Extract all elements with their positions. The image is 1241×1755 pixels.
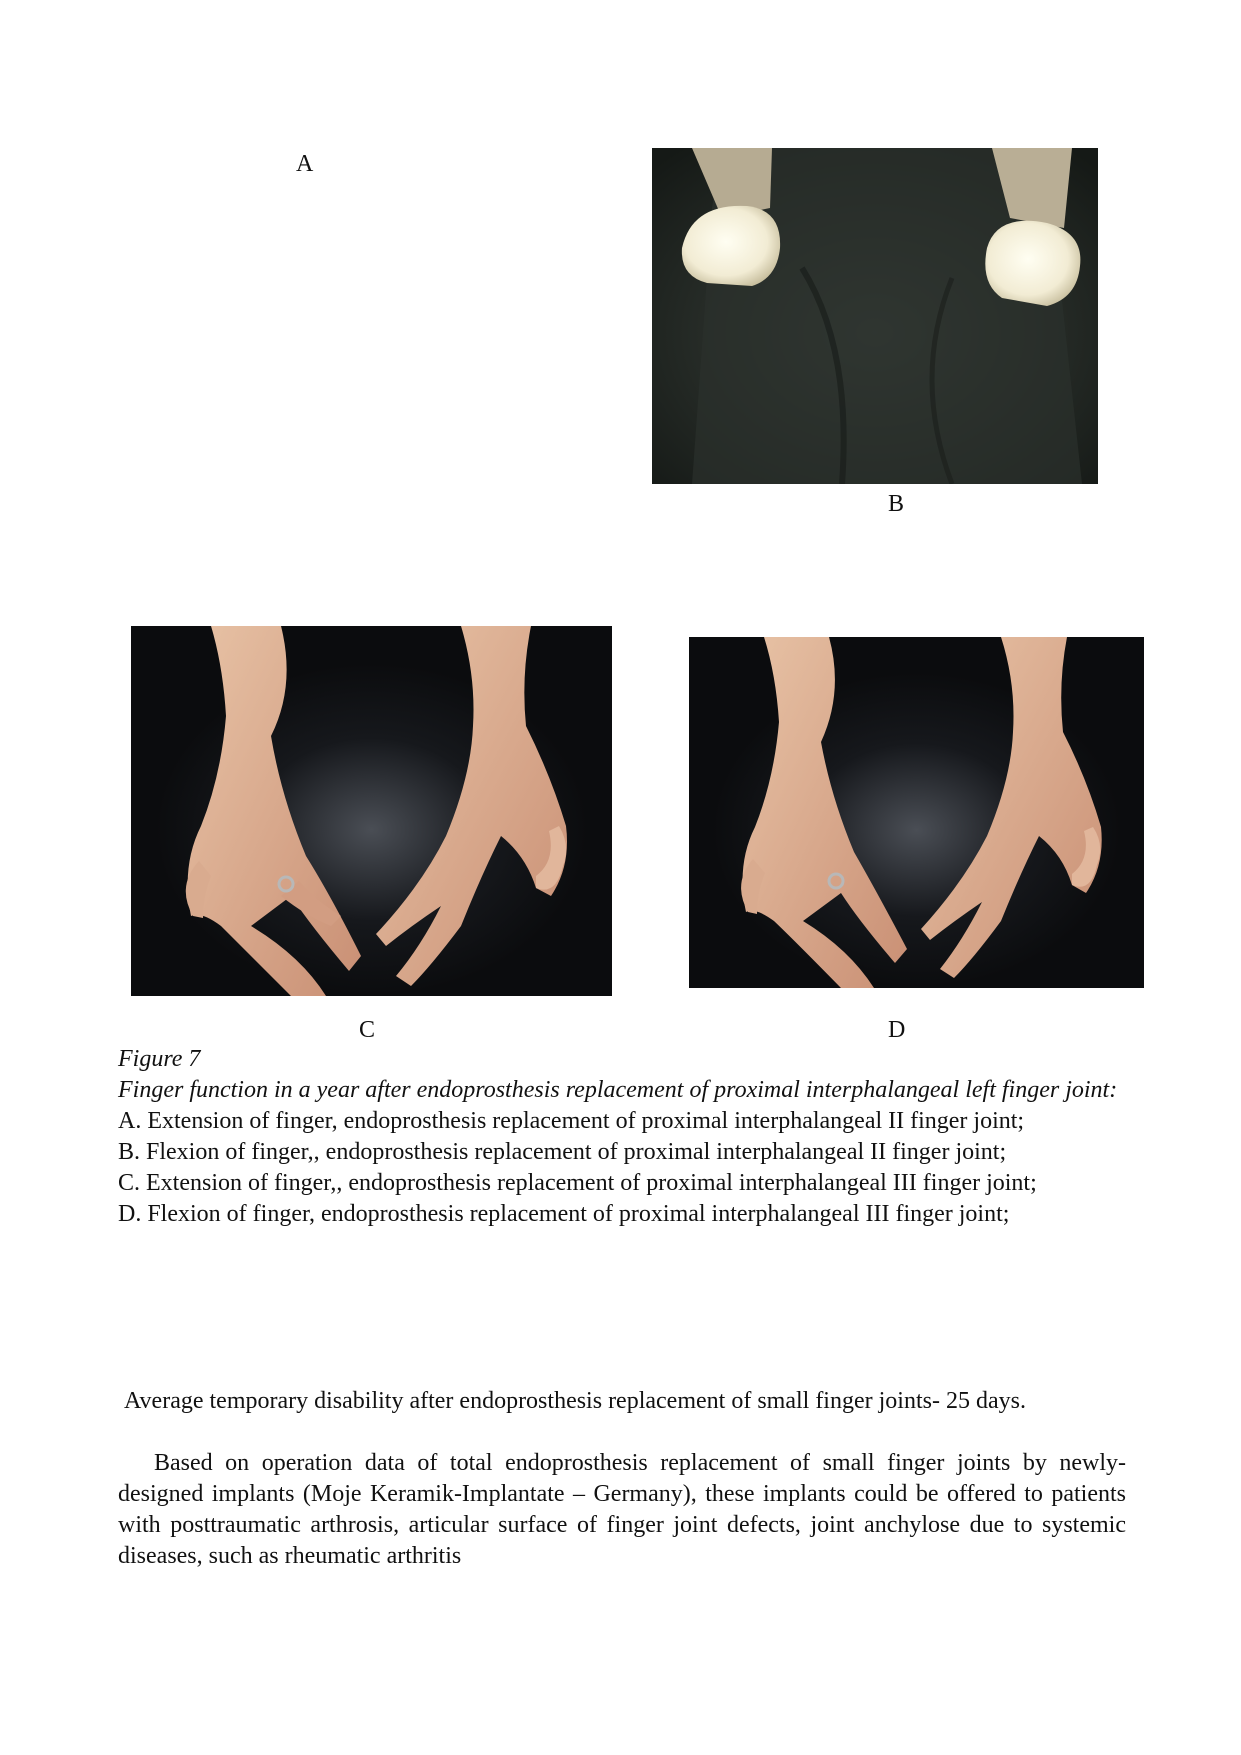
panel-a-label: A bbox=[296, 151, 314, 177]
figure-number: Figure 7 bbox=[118, 1046, 201, 1072]
caption-item-b: B. Flexion of finger,, endoprosthesis replacement of proximal interphalangeal II finger joint; bbox=[118, 1139, 1007, 1165]
panel-b-photo bbox=[652, 148, 1098, 484]
panel-d-label: D bbox=[888, 1017, 906, 1043]
figure-caption bbox=[118, 1044, 1126, 1230]
caption-item-d: D. Flexion of finger, endoprosthesis replacement of proximal interphalangeal III finger joint; bbox=[118, 1201, 1010, 1227]
caption-item-c: C. Extension of finger,, endoprosthesis replacement of proximal interphalangeal III finger joint; bbox=[118, 1170, 1037, 1196]
panel-c-photo bbox=[131, 626, 612, 996]
body-paragraph-1: Average temporary disability after endoprosthesis replacement of small finger joints- 25 days. bbox=[124, 1388, 1026, 1414]
panel-c-label: C bbox=[359, 1017, 376, 1043]
panel-b-label: B bbox=[888, 491, 905, 517]
figure-title: Finger function in a year after endoprosthesis replacement of proximal interphalangeal left finger joint: bbox=[118, 1077, 1118, 1103]
body-paragraph-2: Based on operation data of total endoprosthesis replacement of small finger joints by newly-designed implants (Moje Keramik-Implantate – Germany), these implants could be offered to patients with posttraumatic arthrosis, articular surface of finger joint defects, joint anchylose due to systemic diseases, such as rheumatic arthritis bbox=[118, 1450, 1126, 1569]
caption-item-a: A. Extension of finger, endoprosthesis replacement of proximal interphalangeal II finger joint; bbox=[118, 1108, 1025, 1134]
panel-d-photo bbox=[689, 637, 1144, 988]
